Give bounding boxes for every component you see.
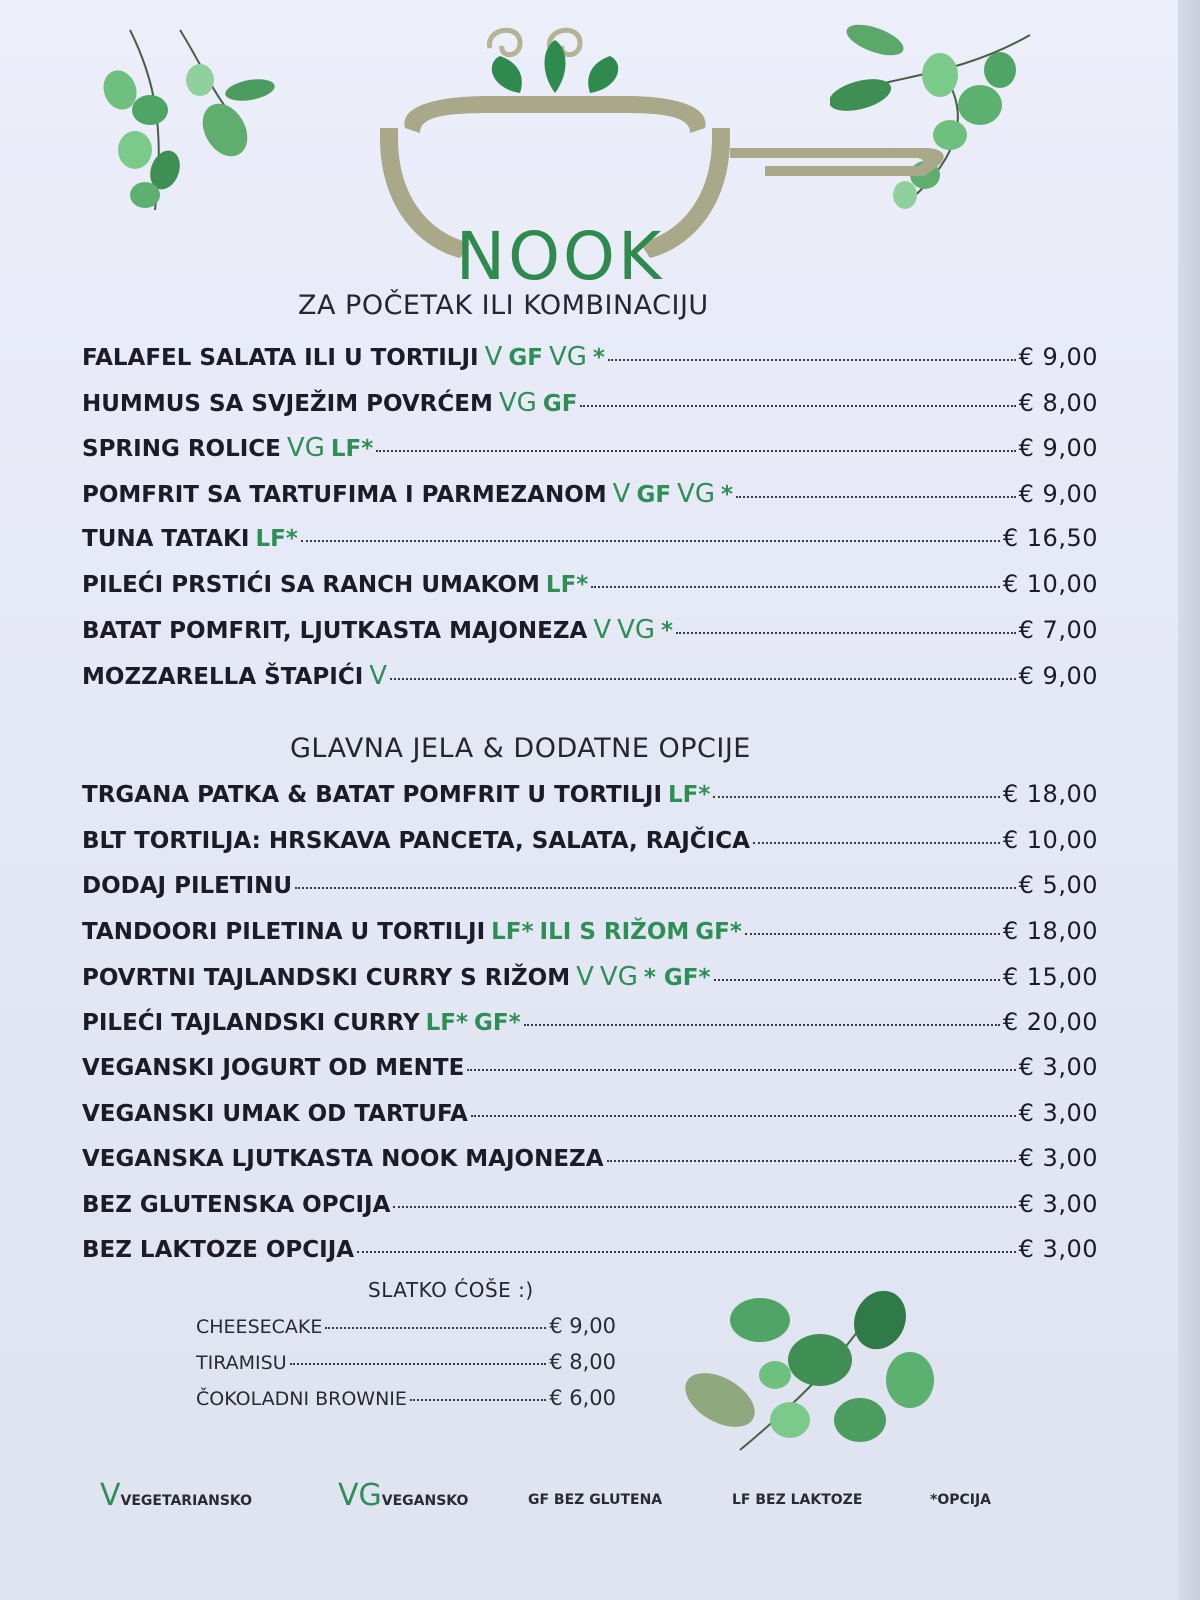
menu-item-price: € 3,00	[1018, 1053, 1098, 1081]
dot-leader	[753, 841, 1000, 844]
dot-leader	[376, 449, 1015, 452]
menu-item-price: € 18,00	[1002, 916, 1098, 945]
menu-item	[82, 570, 1098, 616]
starters-list	[82, 342, 1098, 706]
menu-item-price: € 9,00	[1018, 479, 1098, 508]
desserts-list	[196, 1314, 616, 1422]
menu-item-price: € 9,00	[1018, 661, 1098, 690]
menu-item-price: € 3,00	[1018, 1098, 1098, 1127]
menu-item-price: € 16,50	[1002, 524, 1098, 552]
dessert-item-price: € 6,00	[549, 1386, 616, 1410]
dot-leader	[325, 1327, 546, 1329]
diet-tag: GF	[542, 390, 578, 417]
dessert-item-price: € 8,00	[549, 1350, 616, 1374]
diet-tag: V	[484, 342, 503, 372]
legend-vegetarian	[100, 1478, 252, 1513]
mains-list	[82, 780, 1098, 1281]
diet-tag: VG	[617, 615, 656, 645]
menu-item-price: € 3,00	[1018, 1235, 1098, 1263]
menu-item-price: € 7,00	[1018, 616, 1098, 644]
menu-item	[82, 1008, 1098, 1054]
dot-leader	[580, 404, 1015, 407]
menu-item-name: SPRING ROLICE	[82, 436, 281, 462]
mains-title: GLAVNA JELA & DODATNE OPCIJE	[290, 733, 751, 764]
menu-item	[82, 661, 1098, 707]
menu-item-price: € 3,00	[1018, 1144, 1098, 1172]
dessert-item-price: € 9,00	[549, 1314, 616, 1338]
diet-tag: *	[720, 481, 734, 508]
menu-item-name: MOZZARELLA ŠTAPIĆI	[82, 663, 364, 690]
leaf-branch-bottom-right-icon	[680, 1280, 950, 1460]
diet-tag: GF*	[474, 1009, 521, 1036]
menu-item	[82, 388, 1098, 434]
menu-item-price: € 18,00	[1002, 780, 1098, 808]
menu-item-price: € 20,00	[1002, 1007, 1098, 1036]
menu-item	[82, 342, 1098, 388]
dot-leader	[608, 358, 1016, 361]
diet-tag: LF*	[330, 436, 374, 462]
dot-leader	[607, 1159, 1016, 1162]
nook-logo	[370, 18, 980, 295]
dessert-item	[196, 1350, 616, 1386]
legend-vegan-label: VEGANSKO	[381, 1493, 469, 1509]
brand-name: NOOK	[455, 218, 665, 295]
menu-item-name: TUNA TATAKI	[82, 526, 250, 552]
menu-item-name: TRGANA PATKA & BATAT POMFRIT U TORTILJI	[82, 782, 663, 808]
menu-item	[82, 1235, 1098, 1281]
diet-tag: LF*	[255, 526, 298, 552]
dot-leader	[714, 978, 1000, 981]
diet-tag: VG	[677, 478, 715, 509]
dot-leader	[467, 1068, 1015, 1071]
dot-leader	[301, 539, 1000, 542]
diet-tag: V	[369, 660, 388, 691]
menu-item-price: € 10,00	[1002, 569, 1098, 598]
menu-item-price: € 10,00	[1002, 825, 1098, 854]
legend-vegan	[338, 1478, 468, 1513]
menu-item-name: BEZ GLUTENSKA OPCIJA	[82, 1191, 391, 1218]
legend-option: *OPCIJA	[930, 1492, 992, 1508]
menu-item	[82, 479, 1098, 525]
diet-tag: VG	[286, 433, 325, 463]
vegetarian-symbol: V	[100, 1478, 121, 1513]
leaf-branch-top-left-icon	[95, 20, 285, 220]
menu-item-name: FALAFEL SALATA ILI U TORTILJI	[82, 345, 479, 371]
diet-tag: GF	[636, 481, 672, 508]
menu-item-name: VEGANSKA LJUTKASTA NOOK MAJONEZA	[82, 1146, 604, 1172]
diet-tag: VG	[548, 342, 587, 372]
dot-leader	[713, 795, 999, 798]
menu-item-name: BLT TORTILJA: HRSKAVA PANCETA, SALATA, RAJČICA	[82, 827, 750, 854]
dot-leader	[471, 1114, 1016, 1117]
menu-item-price: € 3,00	[1018, 1189, 1098, 1218]
diet-tag: GF	[508, 345, 543, 371]
diet-tag: VG	[599, 962, 638, 992]
dot-leader	[290, 1363, 547, 1365]
menu-item	[82, 871, 1098, 917]
dot-leader	[410, 1399, 546, 1401]
diet-tag: LF*	[545, 571, 589, 598]
dessert-item	[196, 1314, 616, 1350]
paper-edge	[1178, 0, 1200, 1600]
menu-item	[82, 826, 1098, 872]
menu-item-name: VEGANSKI JOGURT OD MENTE	[82, 1055, 465, 1081]
menu-item-name: DODAJ PILETINU	[82, 873, 293, 899]
legend-lactose-free: LF BEZ LAKTOZE	[732, 1492, 863, 1508]
dot-leader	[393, 1205, 1015, 1208]
menu-item-price: € 9,00	[1018, 343, 1098, 371]
dessert-item-name: ČOKOLADNI BROWNIE	[196, 1388, 407, 1410]
dessert-item-name: TIRAMISU	[196, 1352, 287, 1374]
dot-leader	[591, 585, 1000, 588]
menu-item-name: BATAT POMFRIT, LJUTKASTA MAJONEZA	[82, 618, 588, 644]
dessert-item-name: CHEESECAKE	[196, 1316, 323, 1338]
dot-leader	[524, 1023, 1000, 1026]
diet-tag: LF*	[668, 782, 711, 808]
menu-item-price: € 8,00	[1018, 388, 1098, 417]
diet-tag: LF*	[491, 918, 534, 945]
menu-item-name: PILEĆI TAJLANDSKI CURRY	[82, 1009, 420, 1036]
menu-item-name: POVRTNI TAJLANDSKI CURRY S RIŽOM	[82, 965, 571, 991]
diet-tag: GF*	[695, 918, 742, 945]
starters-title: ZA POČETAK ILI KOMBINACIJU	[298, 290, 709, 321]
diet-tag: VG	[498, 387, 537, 418]
diet-tag: *	[661, 618, 674, 644]
diet-tag: ILI S RIŽOM	[539, 918, 690, 945]
menu-item-price: € 15,00	[1002, 963, 1098, 991]
desserts-title: SLATKO ĆOŠE :)	[368, 1278, 534, 1302]
diet-tag: V	[576, 962, 594, 992]
legend	[100, 1478, 1120, 1526]
menu-item	[82, 615, 1098, 661]
dessert-item	[196, 1386, 616, 1422]
menu-item	[82, 1053, 1098, 1099]
dot-leader	[736, 495, 1016, 498]
diet-tag: V	[593, 615, 612, 645]
dot-leader	[390, 677, 1016, 680]
menu-item	[82, 780, 1098, 826]
diet-tag: * GF*	[643, 965, 711, 991]
menu-item	[82, 1144, 1098, 1190]
menu-item	[82, 917, 1098, 963]
menu-item-price: € 9,00	[1018, 434, 1098, 462]
diet-tag: *	[592, 345, 605, 371]
diet-tag: V	[612, 478, 631, 509]
dot-leader	[295, 886, 1016, 889]
menu-item-name: VEGANSKI UMAK OD TARTUFA	[82, 1100, 468, 1127]
dot-leader	[676, 631, 1016, 634]
menu-item-name: PILEĆI PRSTIĆI SA RANCH UMAKOM	[82, 571, 540, 598]
menu-item	[82, 962, 1098, 1008]
menu-item-name: TANDOORI PILETINA U TORTILJI	[82, 918, 486, 945]
menu-item	[82, 1190, 1098, 1236]
dot-leader	[745, 932, 1000, 935]
menu-item-price: € 5,00	[1018, 871, 1098, 899]
menu-item-name: POMFRIT SA TARTUFIMA I PARMEZANOM	[82, 481, 607, 508]
menu-item-name: HUMMUS SA SVJEŽIM POVRĆEM	[82, 390, 493, 417]
vegan-symbol: VG	[338, 1478, 382, 1513]
dot-leader	[357, 1250, 1016, 1253]
menu-item-name: BEZ LAKTOZE OPCIJA	[82, 1237, 355, 1263]
menu-item	[82, 524, 1098, 570]
diet-tag: LF*	[425, 1009, 469, 1036]
legend-gluten-free: GF BEZ GLUTENA	[528, 1492, 663, 1508]
menu-item	[82, 433, 1098, 479]
menu-item	[82, 1099, 1098, 1145]
legend-vegetarian-label: VEGETARIANSKO	[120, 1493, 253, 1509]
